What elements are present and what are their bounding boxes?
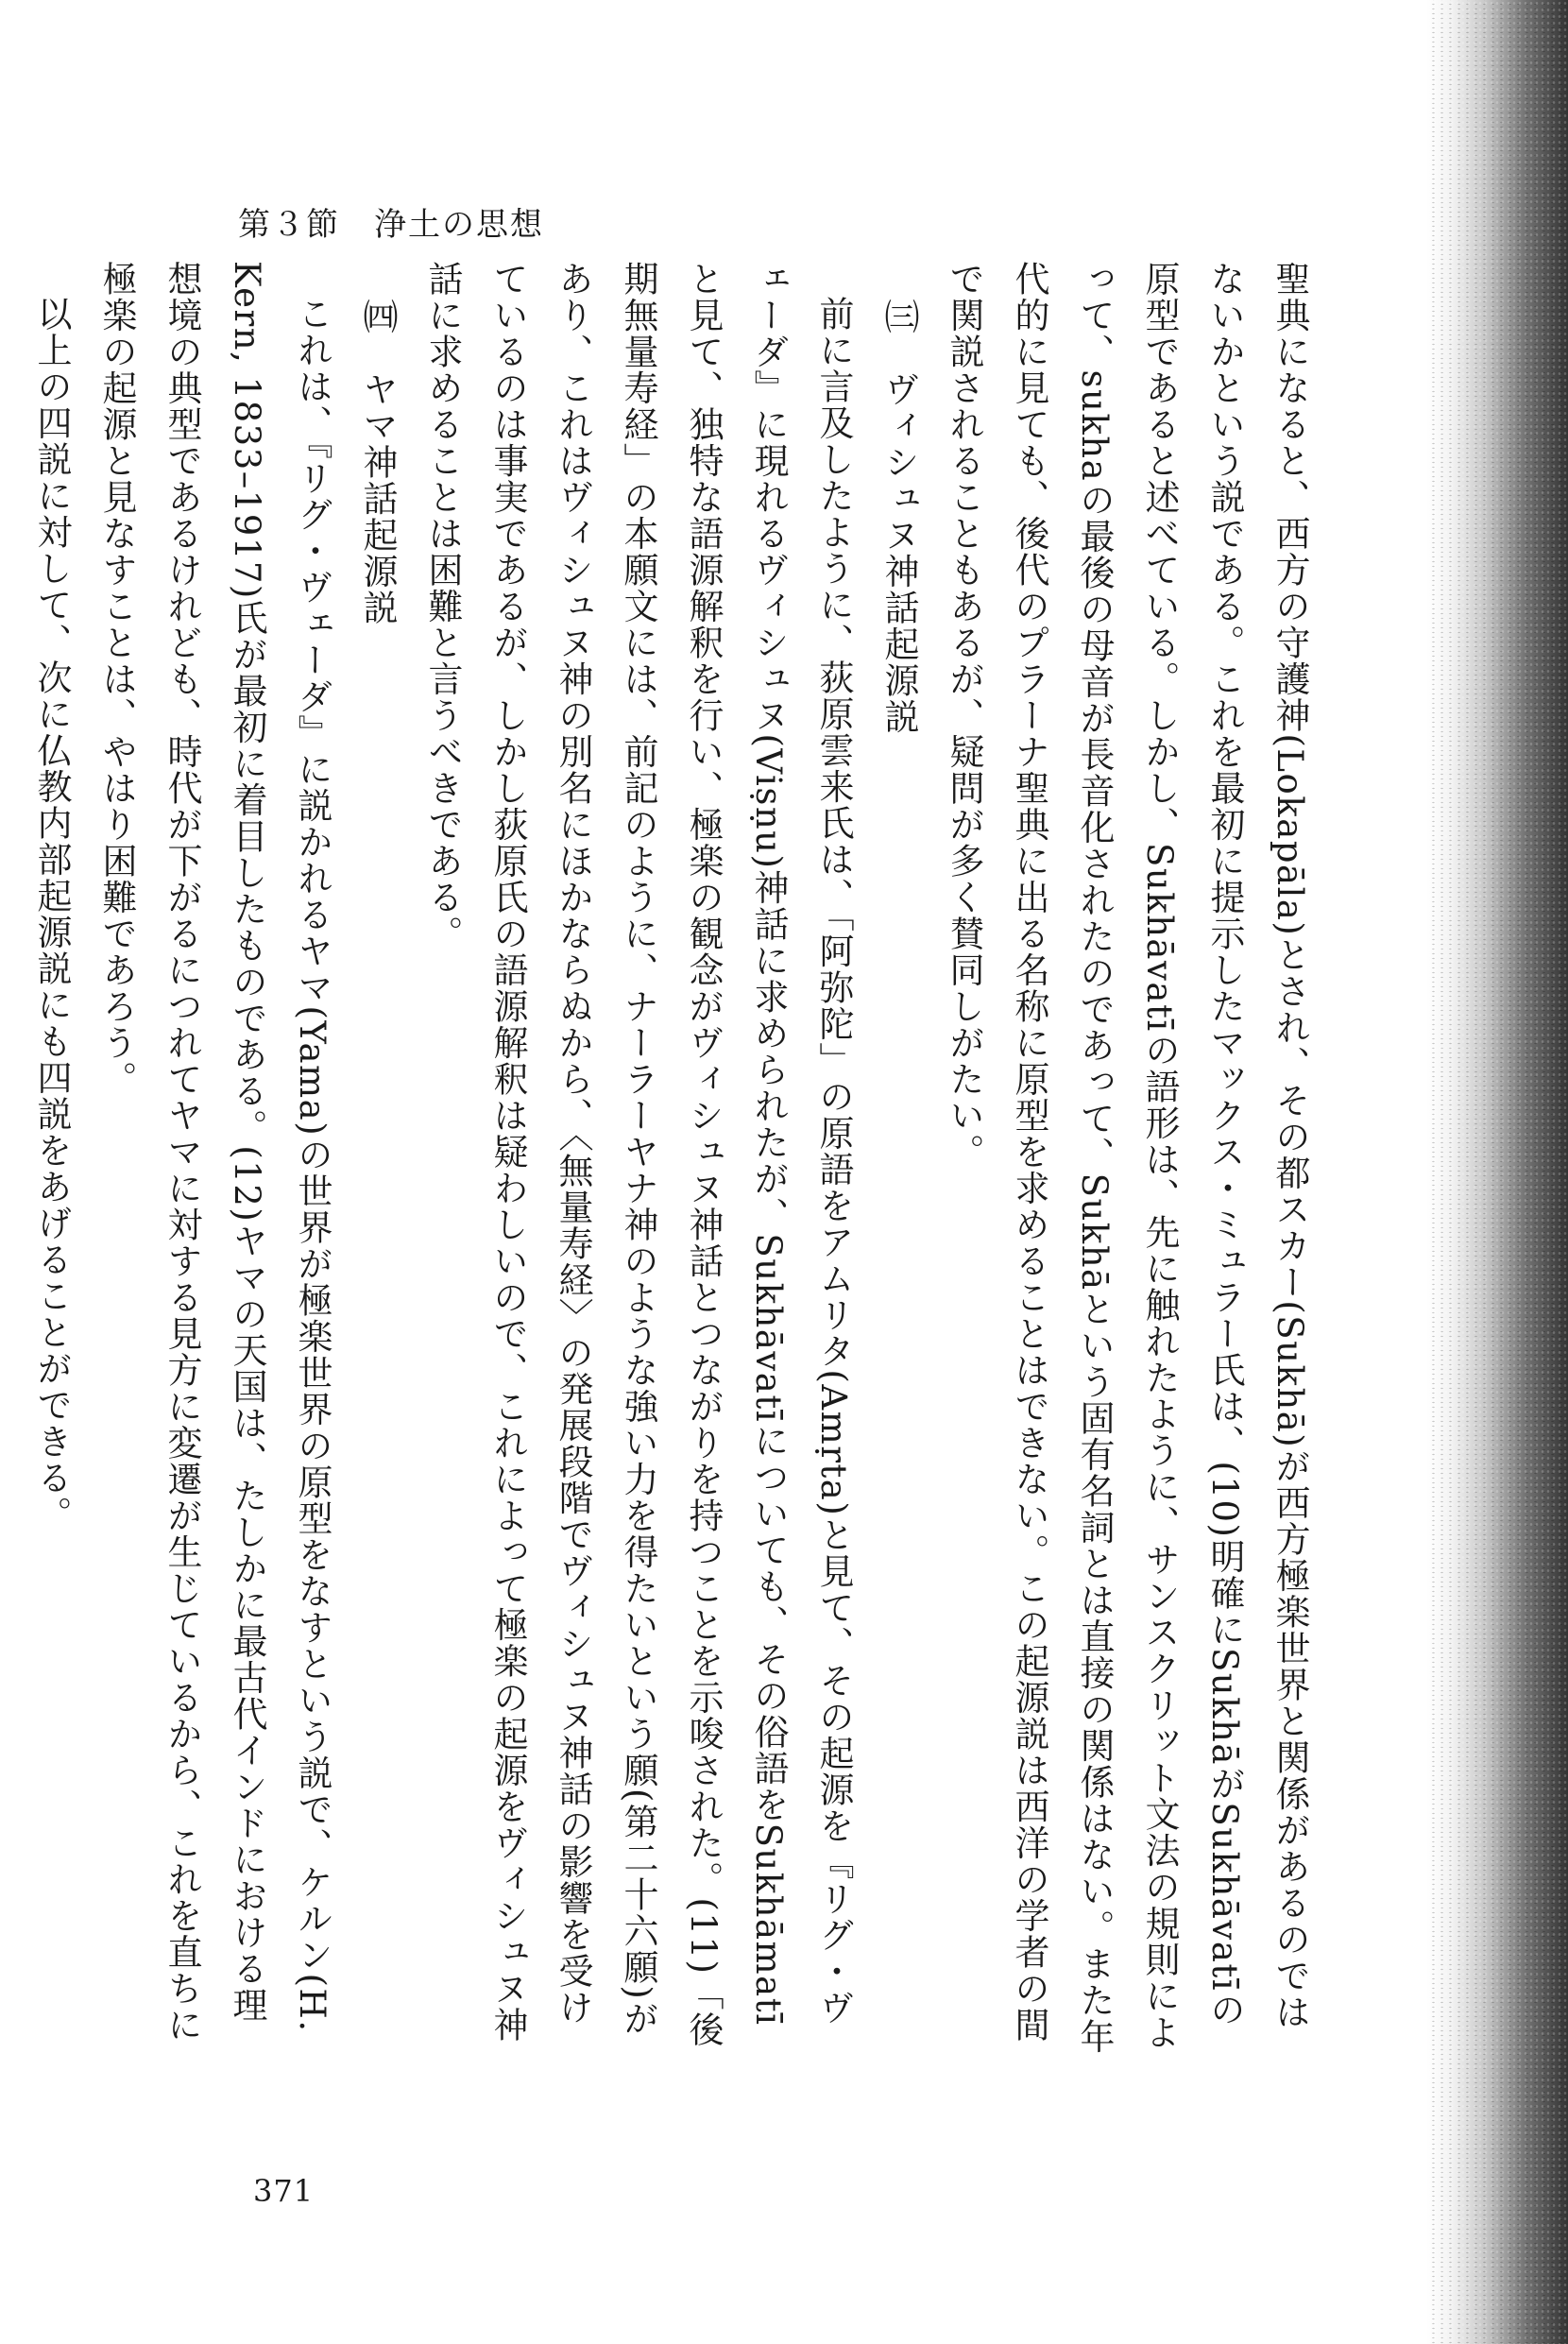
paragraph: これは、『リグ・ヴェーダ』に説かれるヤマ(Yama)の世界が極楽世界の原型をなすという説で、ケルン(H. Kern, 1833–1917)氏が最初に着目したものである。(12)ヤマの天国は、たしかに最古代インドにおける理想境の典型であるけれども、時代が下がるにつれてヤマに対する見方に変遷が生じているから、これを直ちに極楽の起源と見なすことは、やはり困難であろう。 (96, 261, 332, 2044)
running-header: 第３節 浄土の思想 (238, 206, 544, 244)
page-number: 371 (253, 2173, 315, 2209)
paragraph: 聖典になると、西方の守護神(Lokapāla)とされ、その都スカー(Sukhā)が西方極楽世界と関係があるのではないかという説である。これを最初に提示したマックス・ミュラー氏は、(10)明確にSukhāがSukhāvatīの原型であると述べている。しかし、Sukhāvatīの語形は、先に触れたように、サンスクリット文法の規則によって、sukhaの最後の母音が長音化されたのであって、Sukhāという固有名詞とは直接の関係はない。また年代的に見ても、後代のプラーナ聖典に出る名称に原型を求めることはできない。この起源説は西洋の学者の間で関説されることもあるが、疑問が多く賛同しがたい。 (944, 261, 1310, 2056)
paragraph: 前に言及したように、荻原雲来氏は、「阿弥陀」の原語をアムリタ(Amṛta)と見て、その起源を『リグ・ヴェーダ』に現れるヴィシュヌ(Viṣṇu)神話に求められたが、Sukhāvatīについても、その俗語をSukhāmatīと見て、独特な語源解釈を行い、極楽の観念がヴィシュヌ神話とつながりを持つことを示唆された。(11)「後期無量寿経」の本願文には、前記のように、ナーラーヤナ神のような強い力を得たいという願(第二十六願)があり、これはヴィシュヌ神の別名にほかならぬから、〈無量寿経〉の発展段階でヴィシュヌ神話の影響を受けているのは事実であるが、しかし荻原氏の語源解釈は疑わしいので、これによって極楽の起源をヴィシュヌ神話に求めることは困難と言うべきである。 (422, 261, 854, 2048)
section-heading: ㈢ ヴィシュヌ神話起源説 (878, 299, 919, 735)
body-text (31, 261, 1322, 2056)
section-heading: ㈣ ヤマ神話起源説 (357, 299, 398, 626)
paragraph: 以上の四説に対して、次に仏教内部起源説にも四説をあげることができる。 (31, 296, 72, 1532)
scan-edge-speckle (1426, 0, 1568, 2344)
